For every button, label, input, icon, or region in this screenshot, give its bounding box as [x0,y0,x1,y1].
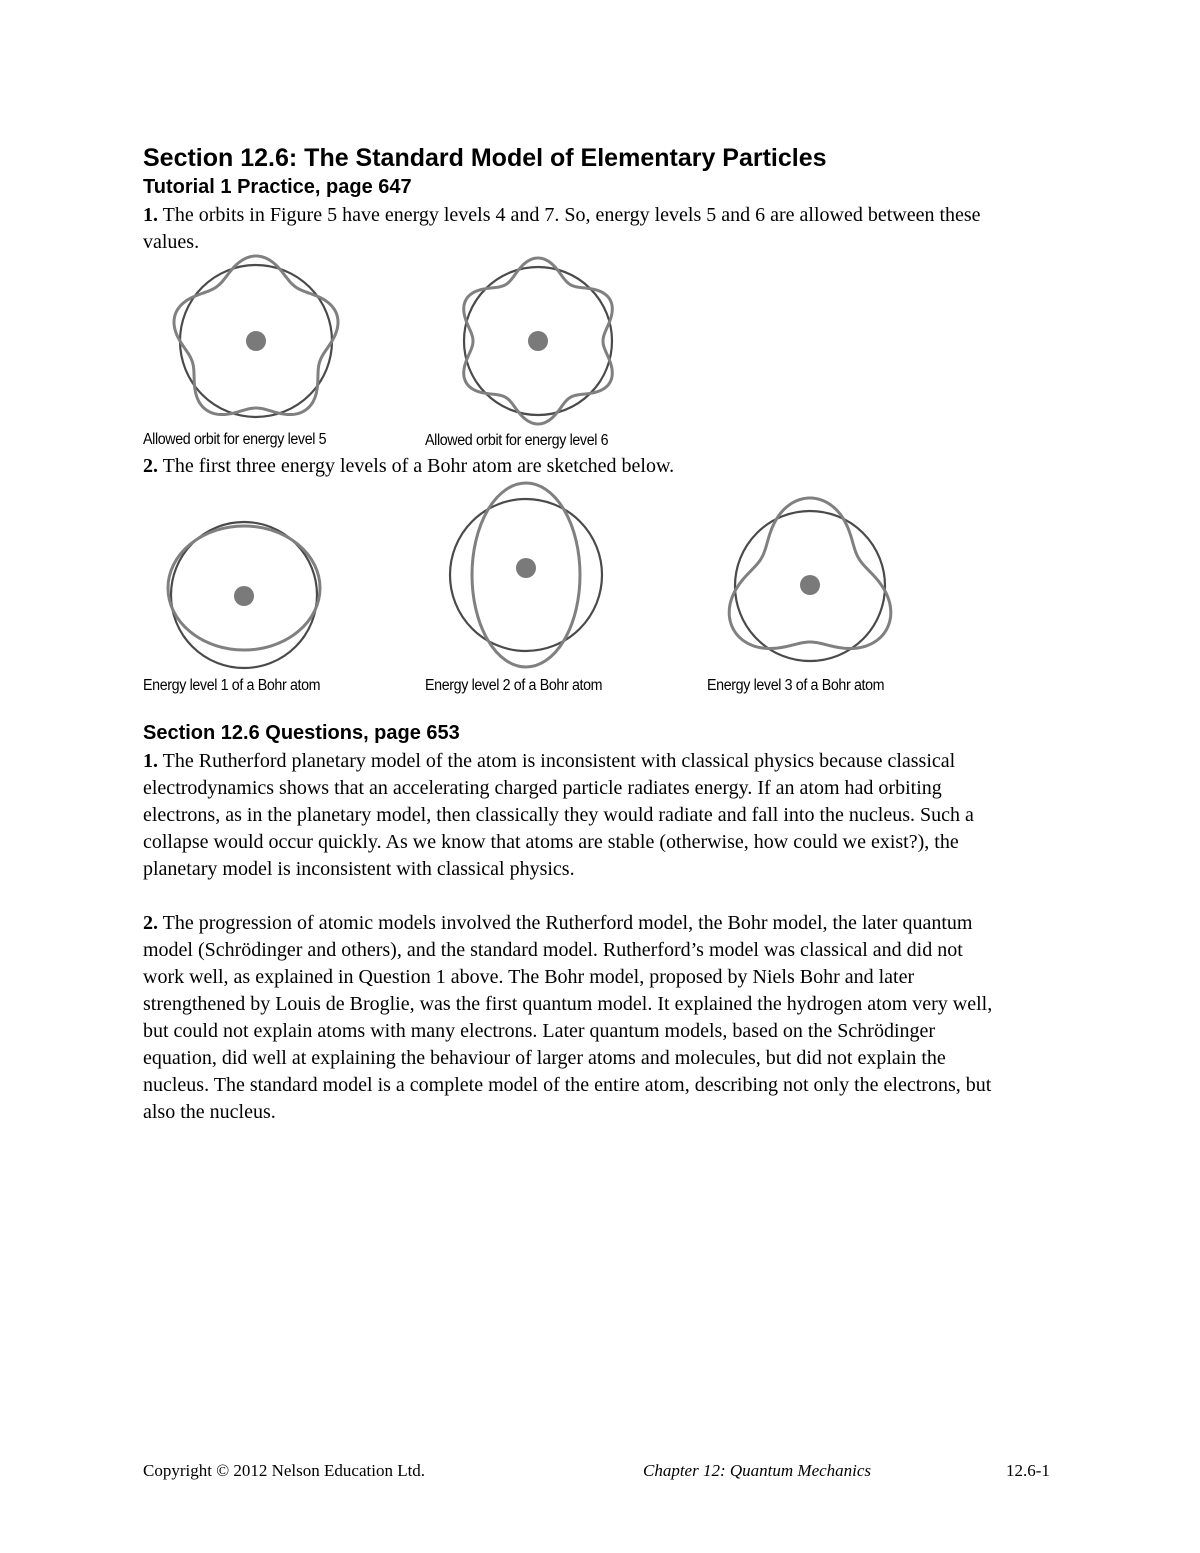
footer-chapter: Chapter 12: Quantum Mechanics [643,1461,872,1480]
orbit-level-6-diagram [464,258,613,424]
footer-page-number: 12.6-1 [1006,1461,1050,1480]
bohr-level-2-diagram [450,483,602,667]
section-question-2 [143,910,993,1126]
caption-bohr-level-3: Energy level 3 of a Bohr atom [707,677,885,694]
allowed-orbits-figure [160,250,640,430]
questions-heading: Section 12.6 Questions, page 653 [143,722,460,744]
bohr-levels-figure [160,475,920,675]
footer-copyright: Copyright © 2012 Nelson Education Ltd. [143,1461,426,1480]
bohr-level-1-diagram [168,522,320,668]
question-text: The Rutherford planetary model of the atom is inconsistent with classical physics because classical electrodynamics shows that an accelerating charged particle radiates energy. If an atom had orbiting electrons, as in the planetary model, then classically they would radiate and fall into the nucleus. Such a collapse would occur quickly. As we know that atoms are stable (otherwise, how could we exist?), the planetary model is inconsistent with classical physics. [143,750,974,880]
question-text: The orbits in Figure 5 have energy levels 4 and 7. So, energy levels 5 and 6 are allowed between these values. [143,204,981,253]
nucleus [246,331,266,351]
standing-wave-3 [729,498,891,648]
tutorial-heading: Tutorial 1 Practice, page 647 [143,176,412,198]
orbit-level-5-diagram [174,256,338,417]
caption-energy-level-5: Allowed orbit for energy level 5 [143,431,327,448]
question-text: The first three energy levels of a Bohr atom are sketched below. [162,455,675,477]
question-number: 1. [143,204,158,226]
tutorial-question-1 [143,202,993,256]
bohr-level-3-diagram [729,498,891,661]
caption-energy-level-6: Allowed orbit for energy level 6 [425,432,609,449]
section-question-1 [143,748,993,883]
question-text: The progression of atomic models involved the Rutherford model, the Bohr model, the later quantum model (Schrödinger and others), and the standard model. Rutherford’s model was classical and did not work well, as explained in Question 1 above. The Bohr model, proposed by Niels Bohr and later strengthened by Louis de Broglie, was the first quantum model. It explained the hydrogen atom very well, but could not explain atoms with many electrons. Later quantum models, based on the Schrödinger equation, did well at explaining the behaviour of larger atoms and molecules, but did not explain the nucleus. The standard model is a complete model of the entire atom, describing not only the electrons, but also the nucleus. [143,912,993,1123]
question-number: 1. [143,750,158,772]
question-number: 2. [143,455,158,477]
nucleus [800,575,820,595]
caption-bohr-level-2: Energy level 2 of a Bohr atom [425,677,603,694]
caption-bohr-level-1: Energy level 1 of a Bohr atom [143,677,321,694]
question-number: 2. [143,912,158,934]
nucleus [528,331,548,351]
nucleus [516,558,536,578]
section-title: Section 12.6: The Standard Model of Elementary Particles [143,144,827,172]
nucleus [234,586,254,606]
